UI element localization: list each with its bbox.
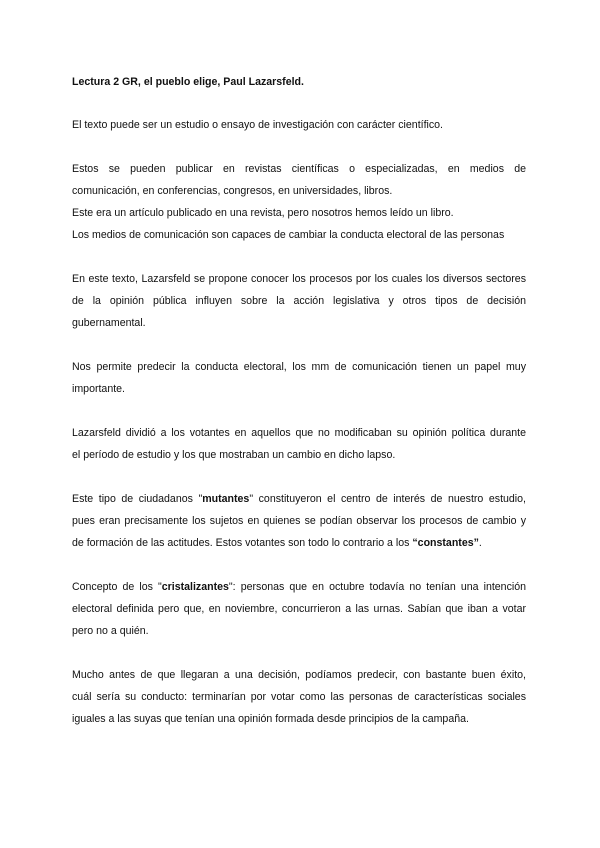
paragraph-line: Mucho antes de que llegaran a una decisión, podíamos predecir, con bastante buen éxito,: [72, 669, 526, 681]
paragraph-line: pero no a quién.: [72, 625, 149, 637]
paragraph-line: de la opinión pública influyen sobre la acción legislativa y otros tipos de decisión: [72, 295, 526, 307]
paragraph-line: Lazarsfeld dividió a los votantes en aquellos que no modificaban su opinión política durante: [72, 427, 526, 439]
paragraph-line: gubernamental.: [72, 317, 146, 329]
paragraph-line: Los medios de comunicación son capaces de cambiar la conducta electoral de las personas: [72, 229, 505, 241]
term-mutantes: mutantes: [202, 493, 250, 505]
document-title: Lectura 2 GR, el pueblo elige, Paul Lazarsfeld.: [72, 76, 304, 88]
paragraph-line: importante.: [72, 383, 125, 395]
paragraph-line: Nos permite predecir la conducta electoral, los mm de comunicación tienen un papel muy: [72, 361, 526, 373]
text-span: Concepto de los ": [72, 581, 162, 593]
paragraph-line: En este texto, Lazarsfeld se propone conocer los procesos por los cuales los diversos sectores: [72, 273, 526, 285]
intro-line: El texto puede ser un estudio o ensayo de investigación con carácter científico.: [72, 119, 444, 131]
paragraph-line: iguales a las suyas que tenían una opinión formada desde principios de la campaña.: [72, 713, 469, 725]
paragraph-line: [72, 580, 526, 594]
term-constantes: “constantes”: [412, 537, 479, 549]
term-cristalizantes: cristalizantes: [161, 581, 229, 593]
text-span: Este tipo de ciudadanos ": [72, 493, 203, 505]
text-span: de formación de las actitudes. Estos votantes son todo lo contrario a los: [72, 537, 413, 549]
paragraph-line: electoral definida pero que, en noviembre, concurrieron a las urnas. Sabían que iban a votar: [72, 603, 526, 615]
paragraph-line: pues eran precisamente los sujetos en quienes se podían observar los procesos de cambio y: [72, 515, 526, 527]
text-span: ": personas que en octubre todavía no tenían una intención: [228, 581, 527, 593]
paragraph-line: [72, 492, 526, 506]
text-span: " constituyeron el centro de interés de nuestro estudio,: [249, 493, 526, 505]
paragraph-line: Este era un artículo publicado en una revista, pero nosotros hemos leído un libro.: [72, 207, 454, 219]
paragraph-line: el período de estudio y los que mostraban un cambio en dicho lapso.: [72, 449, 396, 461]
paragraph-line: comunicación, en conferencias, congresos, en universidades, libros.: [72, 185, 393, 197]
paragraph-line: Estos se pueden publicar en revistas científicas o especializadas, en medios de: [72, 163, 526, 175]
paragraph-line: cuál sería su conducto: terminarían por votar como las personas de características sociales: [72, 691, 526, 703]
paragraph-line: [72, 536, 526, 550]
text-span: .: [478, 537, 482, 549]
